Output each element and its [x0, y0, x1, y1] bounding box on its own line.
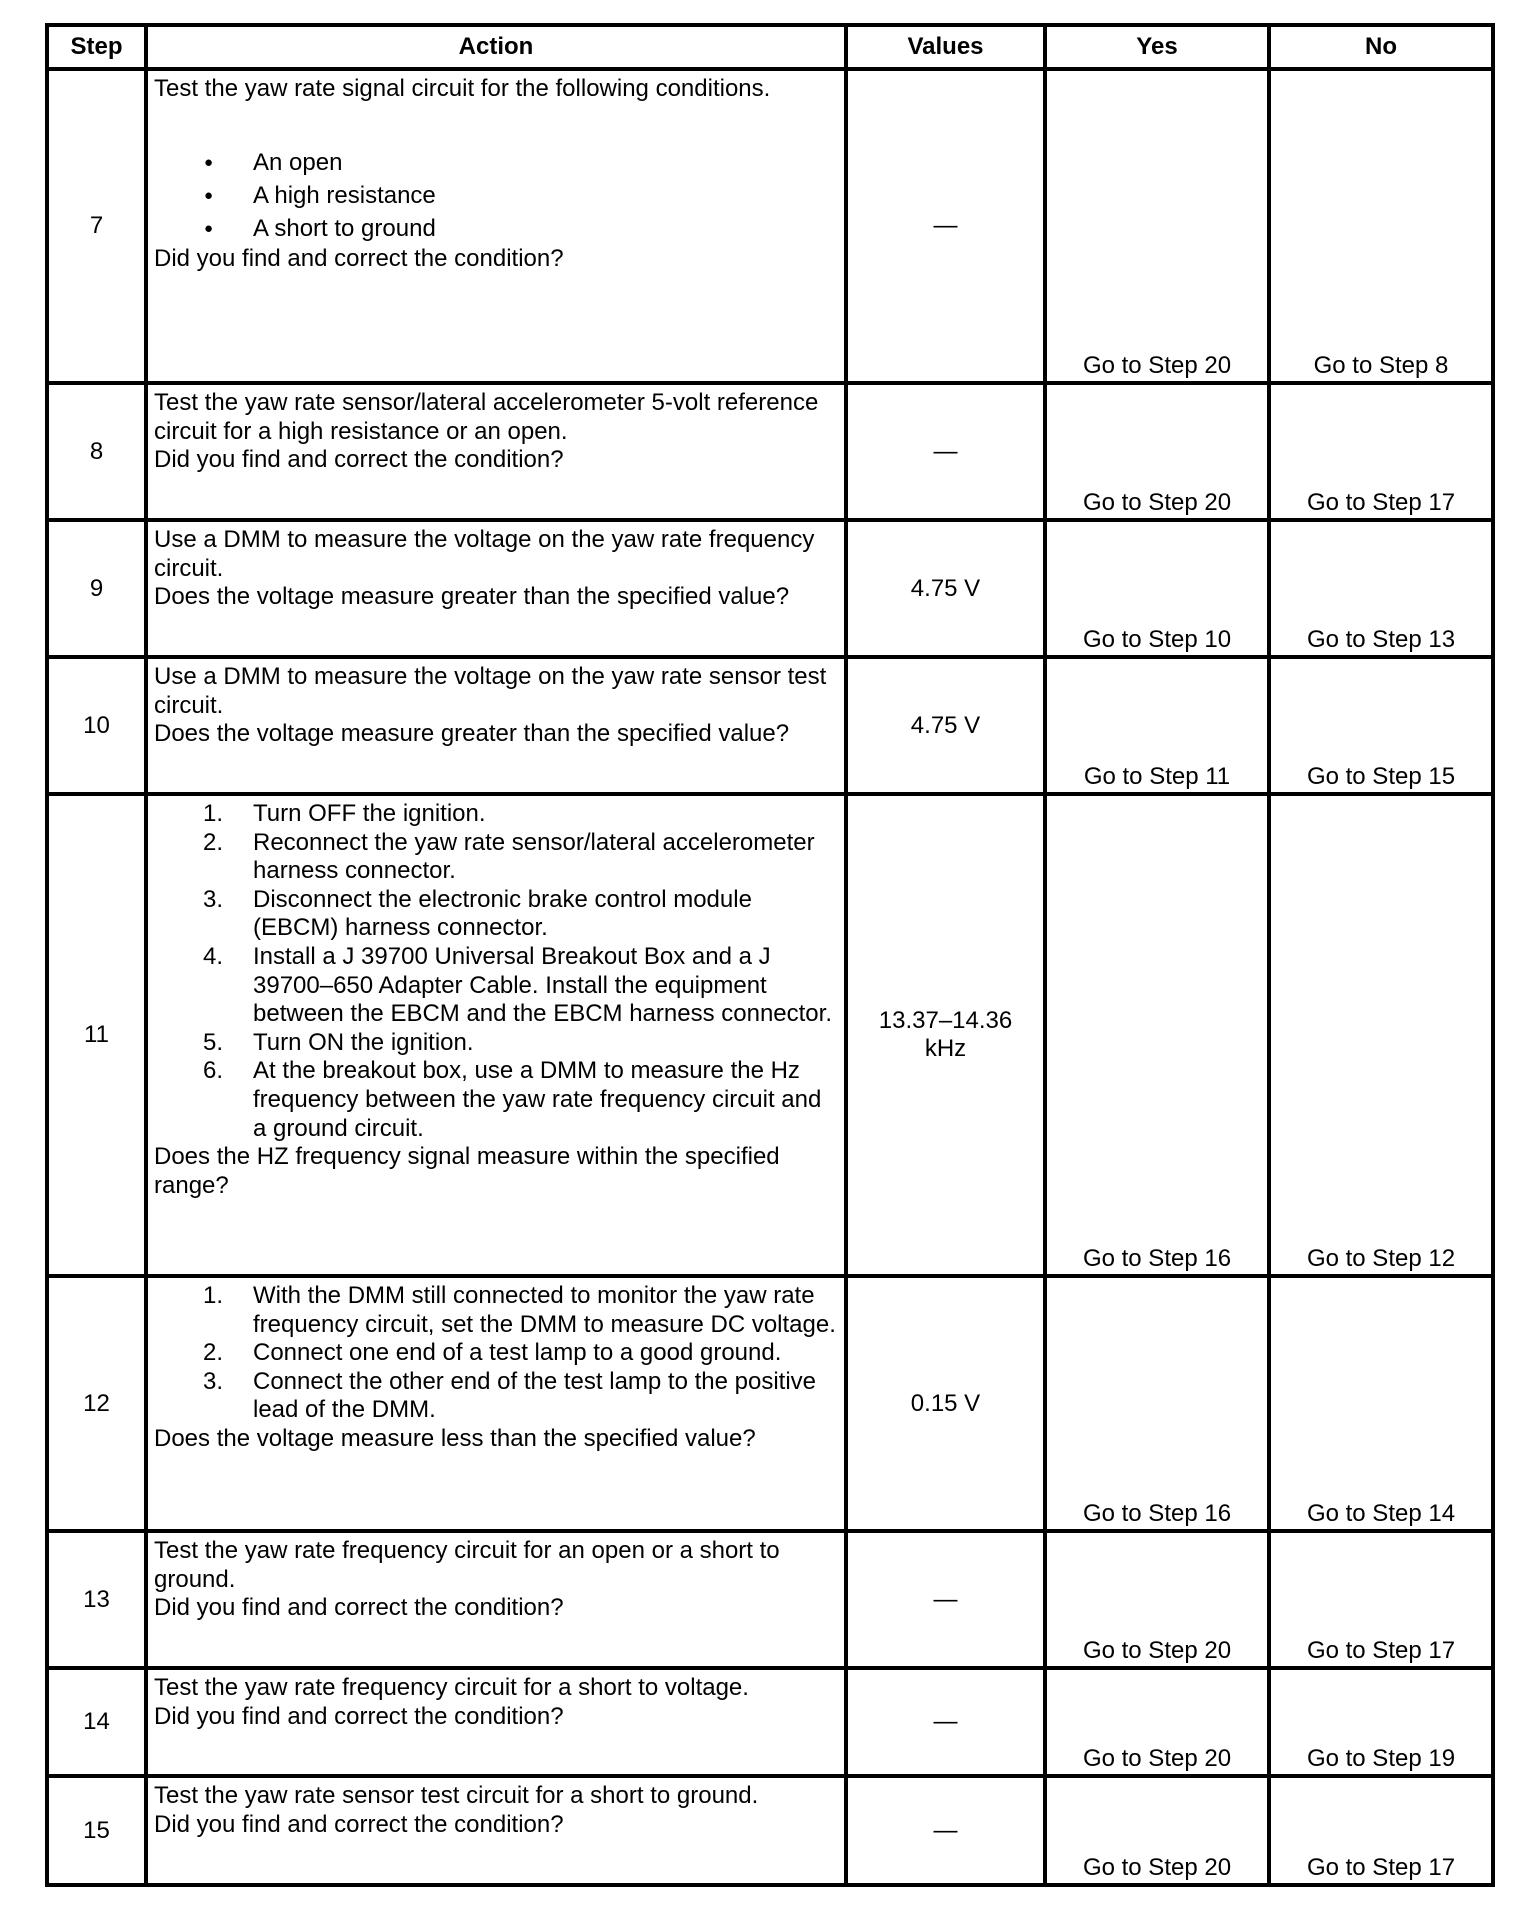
no-cell: Go to Step 8: [1269, 69, 1493, 383]
values-cell: 4.75 V: [846, 657, 1045, 794]
diagnostic-table: [45, 23, 1495, 1887]
action-intro: Test the yaw rate signal circuit for the following conditions.: [154, 75, 771, 102]
values-cell: —: [846, 1776, 1045, 1885]
list-item: 2. Connect one end of a test lamp to a good ground.: [203, 1339, 782, 1367]
list-item: 1. Turn OFF the ignition.: [203, 800, 486, 827]
table-row-step-11: [47, 794, 1493, 1276]
yes-cell: Go to Step 20: [1045, 1776, 1269, 1885]
step-number: 15: [47, 1776, 146, 1885]
values-cell: —: [846, 69, 1045, 383]
list-item: 1. With the DMM still connected to monitor the yaw rate frequency circuit, set the DMM to measure DC voltage.: [203, 1282, 836, 1338]
list-item: 2. Reconnect the yaw rate sensor/lateral accelerometer harness connector.: [203, 828, 815, 885]
action-question: Does the voltage measure greater than the specified value?: [154, 720, 790, 747]
header-values: Values: [846, 25, 1045, 69]
action-cell: [146, 794, 846, 1276]
step-number: 14: [47, 1668, 146, 1776]
action-intro: Use a DMM to measure the voltage on the yaw rate frequency circuit.: [154, 526, 815, 582]
yes-cell: Go to Step 20: [1045, 1668, 1269, 1776]
action-cell: [146, 1276, 846, 1531]
table-row-step-14: [47, 1668, 1493, 1776]
values-line: kHz: [924, 1035, 967, 1062]
action-cell: [146, 383, 846, 520]
list-item: 3. Connect the other end of the test lamp to the positive lead of the DMM.: [203, 1367, 817, 1424]
no-cell: Go to Step 17: [1269, 1776, 1493, 1885]
values-cell: 4.75 V: [846, 520, 1045, 657]
step-number: 13: [47, 1531, 146, 1668]
table-row-step-10: [47, 657, 1493, 794]
action-question: Did you find and correct the condition?: [154, 1702, 564, 1730]
no-cell: Go to Step 19: [1269, 1668, 1493, 1776]
header-no: No: [1269, 25, 1493, 69]
action-question: Does the voltage measure less than the specified value?: [154, 1424, 756, 1452]
values-cell: —: [846, 1531, 1045, 1668]
action-intro: Use a DMM to measure the voltage on the yaw rate sensor test circuit.: [154, 663, 827, 719]
yes-cell: Go to Step 11: [1045, 657, 1269, 794]
action-question: Did you find and correct the condition?: [154, 446, 564, 473]
no-cell: Go to Step 17: [1269, 1531, 1493, 1668]
values-line: 13.37–14.36: [878, 1007, 1013, 1034]
step-number: 11: [47, 794, 146, 1276]
step-number: 7: [47, 69, 146, 383]
list-item: 6. At the breakout box, use a DMM to measure the Hz frequency between the yaw rate frequency circuit and a ground circuit.: [203, 1057, 822, 1142]
values-cell: —: [846, 383, 1045, 520]
action-cell: [146, 69, 846, 383]
action-cell: [146, 1668, 846, 1776]
action-intro: Test the yaw rate frequency circuit for an open or a short to ground.: [154, 1537, 780, 1593]
table-row-step-9: [47, 520, 1493, 657]
no-cell: Go to Step 17: [1269, 383, 1493, 520]
table-row-step-15: [47, 1776, 1493, 1885]
header-step: Step: [47, 25, 146, 69]
values-cell: 0.15 V: [846, 1276, 1045, 1531]
yes-cell: Go to Step 20: [1045, 69, 1269, 383]
no-cell: Go to Step 14: [1269, 1276, 1493, 1531]
action-intro: Test the yaw rate sensor/lateral accelerometer 5-volt reference circuit for a high resistance or an open.: [154, 389, 819, 445]
action-question: Did you find and correct the condition?: [154, 1594, 564, 1621]
action-intro: Test the yaw rate sensor test circuit for a short to ground.: [154, 1782, 759, 1809]
step-number: 12: [47, 1276, 146, 1531]
table-row-step-8: [47, 383, 1493, 520]
table-row-step-13: [47, 1531, 1493, 1668]
action-question: Does the voltage measure greater than the specified value?: [154, 583, 790, 610]
list-item: ● A high resistance: [253, 179, 838, 212]
action-cell: [146, 1776, 846, 1885]
list-item: ● An open: [253, 146, 838, 179]
no-cell: Go to Step 12: [1269, 794, 1493, 1276]
action-intro: Test the yaw rate frequency circuit for a short to voltage.: [154, 1674, 749, 1701]
step-number: 9: [47, 520, 146, 657]
action-cell: [146, 520, 846, 657]
header-row: [47, 25, 1493, 69]
procedure-list: [154, 800, 838, 1143]
list-item: ● A short to ground: [253, 212, 838, 245]
action-cell: [146, 1531, 846, 1668]
procedure-list: [154, 1282, 838, 1425]
table-row-step-12: [47, 1276, 1493, 1531]
action-question: Did you find and correct the condition?: [154, 244, 564, 272]
yes-cell: Go to Step 20: [1045, 383, 1269, 520]
list-item: 3. Disconnect the electronic brake control module (EBCM) harness connector.: [203, 885, 752, 942]
action-question: Does the HZ frequency signal measure within the specified range?: [154, 1143, 780, 1199]
no-cell: Go to Step 13: [1269, 520, 1493, 657]
yes-cell: Go to Step 16: [1045, 1276, 1269, 1531]
list-item: 5. Turn ON the ignition.: [203, 1028, 474, 1056]
action-question: Did you find and correct the condition?: [154, 1810, 564, 1838]
step-number: 10: [47, 657, 146, 794]
action-cell: [146, 657, 846, 794]
yes-cell: Go to Step 16: [1045, 794, 1269, 1276]
condition-list: [154, 146, 838, 245]
header-action: Action: [146, 25, 846, 69]
header-yes: Yes: [1045, 25, 1269, 69]
step-number: 8: [47, 383, 146, 520]
values-cell: [846, 794, 1045, 1276]
list-item: 4. Install a J 39700 Universal Breakout Box and a J 39700–650 Adapter Cable. Install the equipment between the EBCM and the EBCM harness connector.: [203, 942, 832, 1028]
table-row-step-7: [47, 69, 1493, 383]
no-cell: Go to Step 15: [1269, 657, 1493, 794]
yes-cell: Go to Step 20: [1045, 1531, 1269, 1668]
yes-cell: Go to Step 10: [1045, 520, 1269, 657]
values-cell: —: [846, 1668, 1045, 1776]
